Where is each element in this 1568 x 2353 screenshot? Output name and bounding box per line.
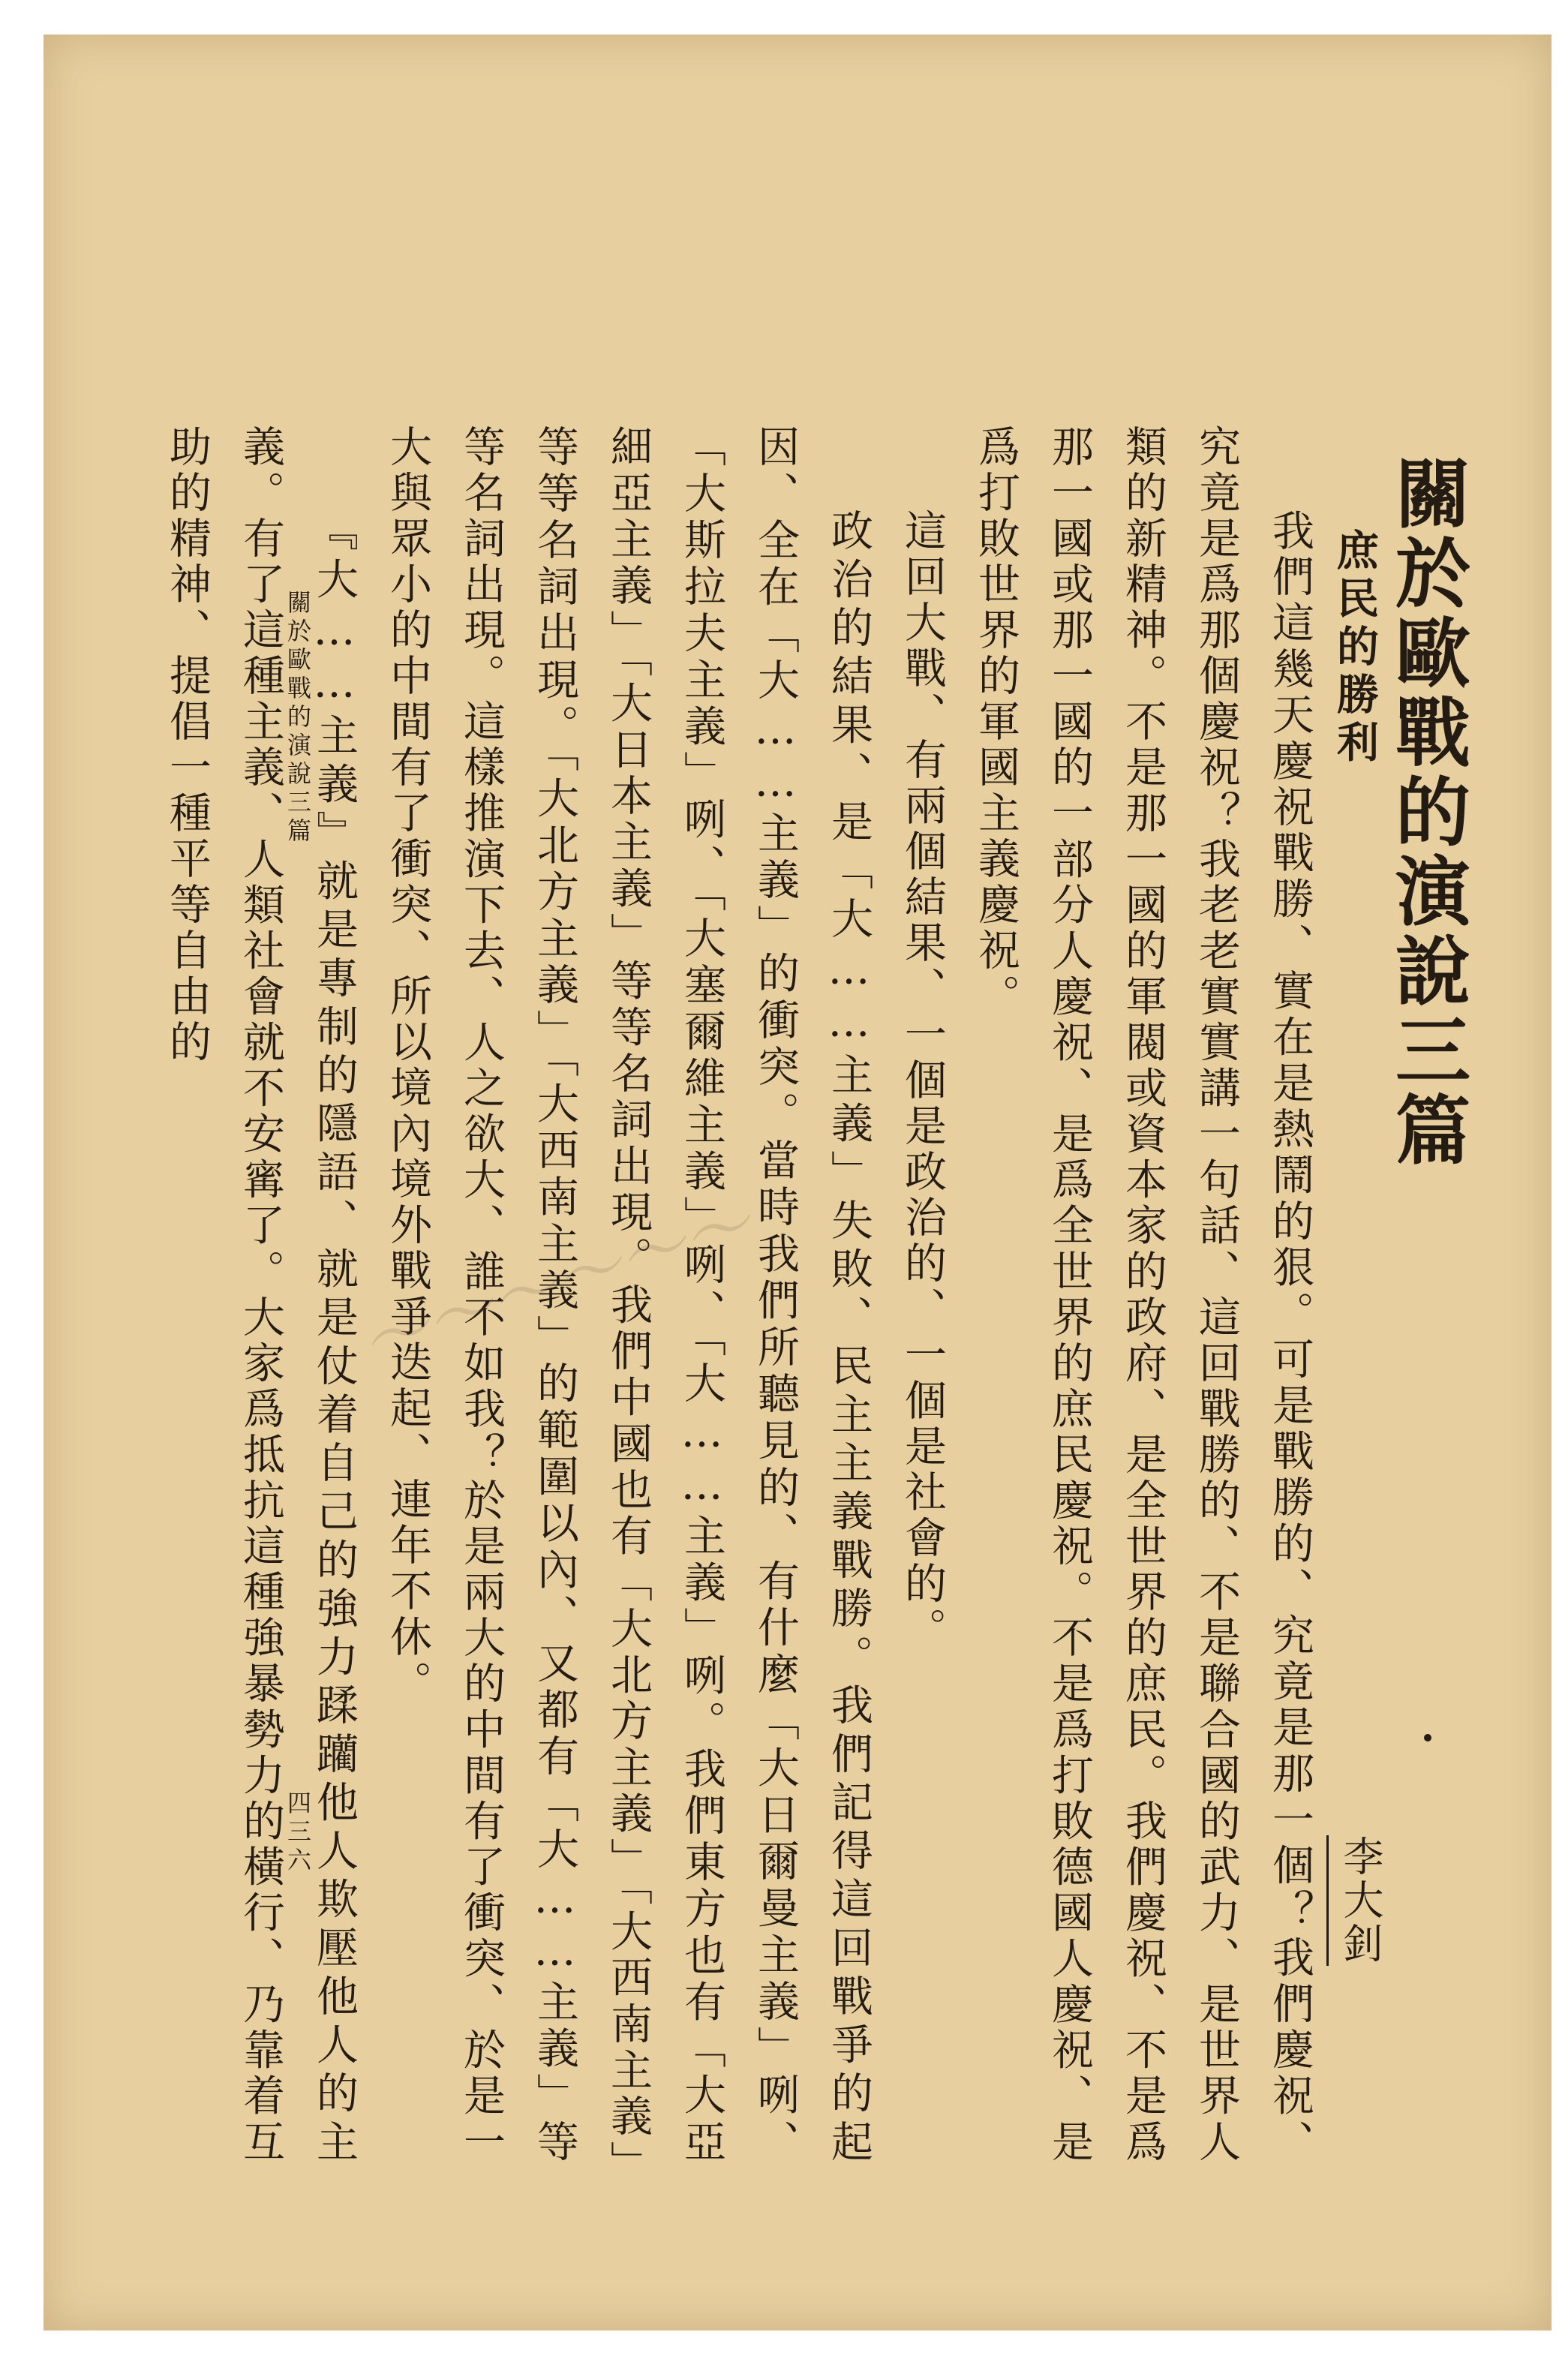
article-title: 關於歐戰的演說三篇 — [1383, 455, 1471, 1170]
paragraph: 政治的結果、是「大……主義」失敗、民主主義戰勝。我們記得這回戰爭的起因、全在「大……主義」的衝突。當時我們所聽見的、有什麼「大日爾曼主義」咧、「大斯拉夫主義」咧、「大塞爾維主義」咧、「大……主義」咧。我們東方也有「大亞細亞主義」「大日本主義」等等名詞出現。我們中國也有「大北方主義」「大西南主義」等等名詞出現。「大北方主義」「大西南主義」的範圍以內、又都有「大……主義」等等名詞出現。這樣推演下去、人之欲大、誰不如我？於是兩大的中間有了衝突、於是一大與眾小的中間有了衝突、所以境內境外戰爭迭起、連年不休。 — [383, 425, 873, 2165]
paragraph: 這回大戰、有兩個結果、一個是政治的、一個是社會的。 — [898, 509, 947, 1653]
author-name: 李大釗 — [1326, 1835, 1389, 1966]
paragraph: 我們這幾天慶祝戰勝、實在是熱鬧的狠。可是戰勝的、究竟是那一個？我們慶祝、究竟是爲那個慶祝？我老老實實講一句話、這回戰勝的、不是聯合國的武力、是世界人類的新精神。不是那一國的軍閥或資本家的政府、是全世界的庶民。我們慶祝、不是爲那一國或那一國的一部分人慶祝、是爲全世界的庶民慶祝。不是爲打敗德國人慶祝、是爲打敗世界的軍國主義慶祝。 — [972, 425, 1314, 2165]
ink-dot — [1424, 1734, 1431, 1741]
section-subtitle: 庶民的勝利 — [1330, 528, 1380, 768]
page-number: 四三六 — [284, 1790, 312, 1876]
running-header: 關於歐戰的演說三篇 — [284, 590, 312, 846]
watermark-stamp: 〜〜〜〜〜〜 — [351, 1184, 761, 1385]
scanned-page — [44, 35, 1551, 2330]
paragraph: 『大……主義』就是專制的隱語、就是仗着自己的強力蹂躪他人欺壓他人的主義。有了這種主義、人類社會就不安寗了。大家爲抵抗這種強暴勢力的橫行、乃靠着互助的精神、提倡一種平等自由的 — [163, 425, 359, 2165]
